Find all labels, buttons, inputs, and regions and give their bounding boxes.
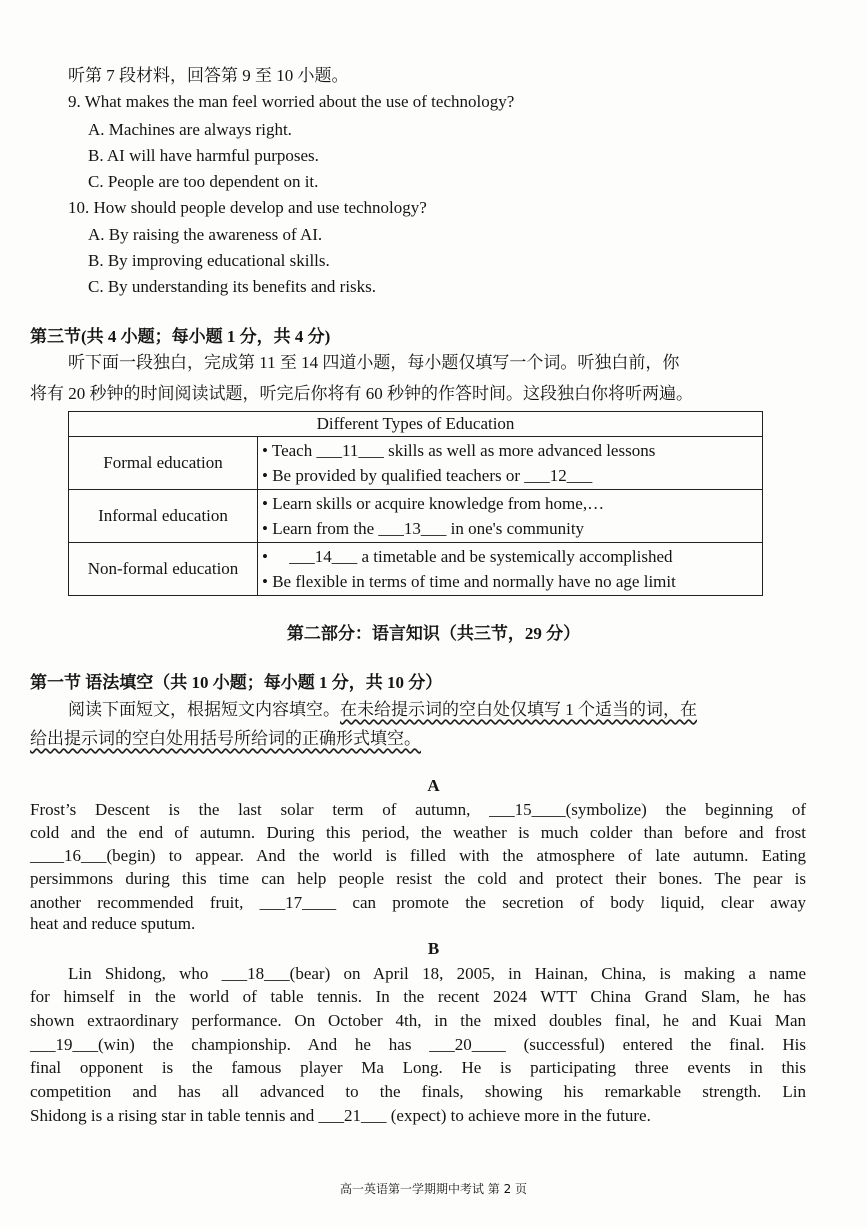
- table-row: [69, 437, 763, 490]
- table-description-line: • Be flexible in terms of time and normally have no age limit: [262, 572, 676, 591]
- table-description-line: • Learn skills or acquire knowledge from home,…: [262, 494, 605, 513]
- listening-intro: 听第 7 段材料，回答第 9 至 10 小题。: [68, 66, 349, 85]
- passage-b-line: final opponent is the famous player Ma Long. He is participating three events in this: [30, 1058, 806, 1077]
- table-description: [258, 490, 763, 543]
- table-description: [258, 543, 763, 596]
- page-footer: 高一英语第一学期期中考试 第 2 页: [339, 1182, 528, 1196]
- grammar-instruction-emphasis: 在未给提示词的空白处仅填写 1 个适当的词，在: [340, 700, 697, 719]
- grammar-instructions-line2: [30, 729, 421, 749]
- table-row: [69, 543, 763, 596]
- passage-a-line: Frost’s Descent is the last solar term of autumn, ___15____(symbolize) the beginning of: [30, 800, 806, 819]
- question-10-option-b: B. By improving educational skills.: [88, 251, 330, 270]
- table-description: [258, 437, 763, 490]
- passage-a-line: heat and reduce sputum.: [30, 914, 196, 933]
- passage-a-label: A: [427, 776, 440, 795]
- section3-instructions-line1: 听下面一段独白，完成第 11 至 14 四道小题，每小题仅填写一个词。听独白前，你: [68, 353, 680, 372]
- section3-title: 第三节(共 4 小题；每小题 1 分，共 4 分): [30, 327, 331, 346]
- table-category: Formal education: [69, 437, 258, 490]
- grammar-instruction-emphasis: 给出提示词的空白处用括号所给词的正确形式填空。: [30, 729, 421, 748]
- table-description-line: • Learn from the ___13___ in one's community: [262, 519, 585, 538]
- question-10-option-a: A. By raising the awareness of AI.: [88, 225, 323, 244]
- grammar-section-title: 第一节 语法填空（共 10 小题；每小题 1 分，共 10 分）: [30, 673, 443, 692]
- table-row: [69, 490, 763, 543]
- passage-b-line: shown extraordinary performance. On October 4th, in the mixed doubles final, he and Kuai Man: [30, 1011, 806, 1030]
- passage-b-line: Shidong is a rising star in table tennis and ___21___ (expect) to achieve more in the future.: [30, 1106, 651, 1125]
- table-header-row: [69, 412, 763, 437]
- passage-a-line: ____16___(begin) to appear. And the world is filled with the atmosphere of late autumn. Eating: [30, 846, 806, 865]
- section3-instructions-line2: 将有 20 秒钟的时间阅读试题，听完后你将有 60 秒钟的作答时间。这段独白你将听两遍。: [30, 384, 693, 403]
- table-title: Different Types of Education: [69, 412, 763, 437]
- grammar-instructions-line1: [68, 700, 697, 720]
- question-9-option-a: A. Machines are always right.: [88, 120, 292, 139]
- table-description-line: • Be provided by qualified teachers or ___12___: [262, 466, 593, 485]
- passage-b-line: ___19___(win) the championship. And he has ___20____ (successful) entered the final. His: [30, 1035, 806, 1054]
- question-10-option-c: C. By understanding its benefits and risks.: [88, 277, 377, 296]
- question-9-option-c: C. People are too dependent on it.: [88, 172, 319, 191]
- table-description-line: • ___14___ a timetable and be systemically accomplished: [262, 547, 673, 566]
- question-9-option-b: B. AI will have harmful purposes.: [88, 146, 319, 165]
- passage-a-line: another recommended fruit, ___17____ can promote the secretion of body liquid, clear away: [30, 893, 806, 912]
- passage-b-line: Lin Shidong, who ___18___(bear) on April 18, 2005, in Hainan, China, is making a name: [68, 964, 806, 983]
- part2-title: 第二部分：语言知识（共三节，29 分）: [286, 624, 581, 643]
- passage-b-label: B: [427, 939, 440, 958]
- education-types-table: [68, 411, 763, 596]
- passage-a-line: cold and the end of autumn. During this period, the weather is much colder than before and frost: [30, 823, 806, 842]
- passage-b-line: competition and has all advanced to the finals, showing his remarkable strength. Lin: [30, 1082, 806, 1101]
- table-description-line: • Teach ___11___ skills as well as more advanced lessons: [262, 441, 656, 460]
- question-10: 10. How should people develop and use technology?: [68, 198, 427, 217]
- passage-a-line: persimmons during this time can help people resist the cold and protect their bones. The pear is: [30, 869, 806, 888]
- passage-b-line: for himself in the world of table tennis. In the recent 2024 WTT China Grand Slam, he has: [30, 987, 806, 1006]
- question-9: 9. What makes the man feel worried about the use of technology?: [68, 92, 515, 111]
- table-category: Non-formal education: [69, 543, 258, 596]
- grammar-instruction-text: 阅读下面短文，根据短文内容填空。: [68, 700, 340, 719]
- table-category: Informal education: [69, 490, 258, 543]
